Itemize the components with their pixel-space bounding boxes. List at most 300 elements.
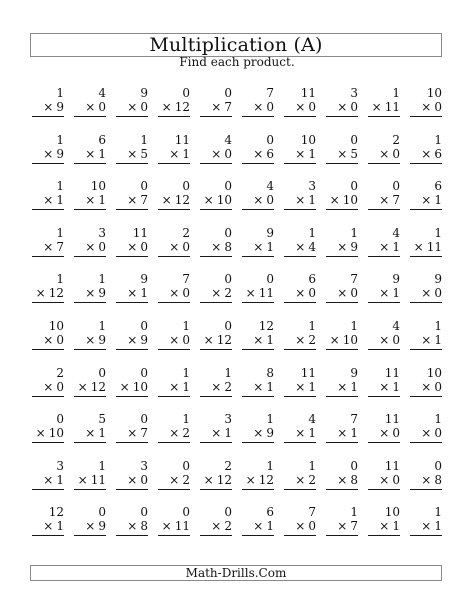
multiplicand: 1 — [56, 225, 64, 240]
multiplier: 1 — [98, 146, 106, 161]
problem — [200, 412, 232, 459]
multiplier: 1 — [308, 379, 316, 394]
multiplier: 2 — [224, 519, 232, 534]
problem — [368, 133, 400, 180]
multiplier-row — [284, 147, 316, 164]
multiplier: 0 — [266, 193, 274, 208]
problem — [242, 412, 274, 459]
times-sign: × — [169, 379, 180, 394]
multiplier-row — [368, 380, 400, 397]
multiplicand: 0 — [224, 179, 232, 194]
multiplier: 0 — [308, 100, 316, 114]
multiplier: 0 — [140, 472, 148, 487]
problem — [116, 412, 148, 459]
multiplier-row — [74, 519, 106, 536]
times-sign: × — [295, 426, 306, 441]
multiplier-row — [410, 426, 442, 443]
multiplicand: 0 — [266, 272, 274, 287]
problem — [74, 133, 106, 180]
problem — [74, 366, 106, 413]
multiplicand: 4 — [266, 179, 274, 194]
multiplier-row — [158, 147, 190, 164]
times-sign: × — [211, 146, 222, 161]
times-sign: × — [253, 519, 264, 534]
multiplier-row — [368, 426, 400, 443]
multiplier-row — [242, 240, 274, 257]
times-sign: × — [85, 239, 96, 254]
multiplicand: 0 — [182, 86, 190, 100]
times-sign: × — [211, 379, 222, 394]
problem — [326, 459, 358, 506]
times-sign: × — [161, 193, 172, 208]
times-sign: × — [203, 193, 214, 208]
multiplicand: 1 — [182, 412, 190, 427]
multiplicand: 6 — [434, 179, 442, 194]
multiplier-row — [32, 147, 64, 164]
times-sign: × — [295, 379, 306, 394]
problem — [32, 459, 64, 506]
times-sign: × — [127, 100, 138, 114]
multiplicand: 7 — [182, 272, 190, 287]
times-sign: × — [421, 332, 432, 347]
multiplicand: 0 — [224, 86, 232, 100]
multiplier: 0 — [308, 519, 316, 534]
multiplier-row — [116, 333, 148, 350]
multiplier: 1 — [266, 332, 274, 347]
multiplier: 5 — [140, 146, 148, 161]
problem — [410, 366, 442, 413]
multiplier: 12 — [216, 332, 232, 347]
multiplier-row — [242, 473, 274, 490]
multiplicand: 4 — [392, 318, 400, 333]
problem — [410, 133, 442, 180]
times-sign: × — [379, 286, 390, 301]
multiplicand: 2 — [182, 225, 190, 240]
problem — [284, 272, 316, 319]
problem — [32, 412, 64, 459]
times-sign: × — [161, 519, 172, 534]
multiplicand: 0 — [350, 179, 358, 194]
problem — [116, 133, 148, 180]
multiplier: 2 — [224, 286, 232, 301]
multiplier-row — [158, 240, 190, 257]
times-sign: × — [371, 100, 382, 114]
multiplicand: 1 — [434, 412, 442, 427]
multiplier-row — [368, 473, 400, 490]
multiplier-row — [326, 240, 358, 257]
multiplier: 0 — [350, 286, 358, 301]
multiplier: 12 — [48, 286, 64, 301]
multiplier: 0 — [308, 286, 316, 301]
multiplicand: 1 — [56, 179, 64, 194]
times-sign: × — [421, 193, 432, 208]
problem — [242, 133, 274, 180]
multiplicand: 1 — [434, 132, 442, 147]
problem — [284, 319, 316, 366]
problem — [410, 179, 442, 226]
problem — [284, 412, 316, 459]
multiplicand: 1 — [56, 86, 64, 100]
multiplier-row — [284, 333, 316, 350]
multiplier: 1 — [350, 426, 358, 441]
times-sign: × — [161, 100, 172, 114]
problem — [158, 459, 190, 506]
problem — [326, 272, 358, 319]
multiplicand: 0 — [350, 132, 358, 147]
multiplier: 8 — [224, 239, 232, 254]
problem — [368, 179, 400, 226]
multiplier-row — [284, 519, 316, 536]
multiplier-row — [326, 426, 358, 443]
multiplier: 12 — [216, 472, 232, 487]
times-sign: × — [127, 286, 138, 301]
times-sign: × — [421, 100, 432, 114]
multiplier: 1 — [266, 239, 274, 254]
multiplier: 1 — [56, 519, 64, 534]
multiplier: 12 — [174, 100, 190, 114]
times-sign: × — [253, 239, 264, 254]
times-sign: × — [169, 472, 180, 487]
multiplicand: 9 — [140, 272, 148, 287]
multiplier-row — [200, 333, 232, 350]
multiplier-row — [326, 380, 358, 397]
multiplier: 0 — [224, 146, 232, 161]
multiplier: 2 — [182, 426, 190, 441]
problem — [200, 226, 232, 273]
problem — [74, 272, 106, 319]
multiplier-row — [326, 193, 358, 210]
multiplier-row — [242, 193, 274, 210]
multiplier: 1 — [266, 519, 274, 534]
multiplier-row — [368, 519, 400, 536]
multiplier-row — [74, 286, 106, 303]
multiplier-row — [284, 380, 316, 397]
problem — [368, 319, 400, 366]
problem — [74, 179, 106, 226]
multiplier-row — [368, 100, 400, 117]
multiplier-row — [74, 380, 106, 397]
problem — [116, 86, 148, 133]
multiplier-row — [116, 426, 148, 443]
multiplier: 2 — [308, 332, 316, 347]
multiplier-row — [158, 100, 190, 117]
multiplier: 0 — [98, 239, 106, 254]
times-sign: × — [337, 519, 348, 534]
problem — [368, 505, 400, 552]
problem — [368, 412, 400, 459]
problem — [74, 505, 106, 552]
times-sign: × — [337, 146, 348, 161]
multiplicand: 0 — [224, 272, 232, 287]
multiplier-row — [116, 519, 148, 536]
footer-box — [30, 565, 442, 581]
multiplicand: 4 — [98, 86, 106, 100]
times-sign: × — [77, 379, 88, 394]
multiplier: 1 — [224, 426, 232, 441]
problem — [32, 226, 64, 273]
times-sign: × — [127, 426, 138, 441]
instructions: Find each product. — [179, 55, 295, 69]
multiplier-row — [32, 380, 64, 397]
multiplicand: 3 — [140, 458, 148, 473]
problem — [326, 505, 358, 552]
times-sign: × — [295, 519, 306, 534]
multiplier: 8 — [350, 472, 358, 487]
times-sign: × — [245, 286, 256, 301]
times-sign: × — [43, 472, 54, 487]
multiplier: 1 — [308, 193, 316, 208]
problem — [116, 226, 148, 273]
multiplier: 1 — [434, 519, 442, 534]
multiplicand: 0 — [350, 458, 358, 473]
problem — [32, 505, 64, 552]
multiplier: 7 — [56, 239, 64, 254]
times-sign: × — [329, 332, 340, 347]
problem — [200, 459, 232, 506]
multiplier-row — [410, 380, 442, 397]
problem — [74, 86, 106, 133]
multiplier: 2 — [182, 472, 190, 487]
times-sign: × — [203, 472, 214, 487]
times-sign: × — [43, 239, 54, 254]
problem — [242, 505, 274, 552]
problem — [284, 226, 316, 273]
multiplicand: 9 — [392, 272, 400, 287]
multiplier: 10 — [342, 332, 358, 347]
problem — [242, 272, 274, 319]
multiplicand: 1 — [56, 132, 64, 147]
times-sign: × — [379, 239, 390, 254]
times-sign: × — [421, 426, 432, 441]
multiplier-row — [116, 147, 148, 164]
multiplier-row — [32, 240, 64, 257]
multiplier: 9 — [98, 519, 106, 534]
multiplier-row — [284, 100, 316, 117]
multiplicand: 0 — [98, 365, 106, 380]
multiplier: 1 — [308, 426, 316, 441]
multiplier: 1 — [56, 193, 64, 208]
multiplier-row — [410, 147, 442, 164]
problem — [116, 505, 148, 552]
times-sign: × — [295, 472, 306, 487]
multiplier: 1 — [392, 286, 400, 301]
multiplicand: 10 — [384, 505, 400, 520]
multiplier: 0 — [266, 100, 274, 114]
multiplicand: 2 — [56, 365, 64, 380]
problem — [326, 366, 358, 413]
multiplier-row — [410, 519, 442, 536]
problem — [368, 86, 400, 133]
times-sign: × — [43, 193, 54, 208]
times-sign: × — [169, 286, 180, 301]
title-box — [30, 33, 442, 57]
problem — [158, 86, 190, 133]
multiplier-row — [200, 286, 232, 303]
problem — [242, 226, 274, 273]
multiplicand: 0 — [140, 179, 148, 194]
multiplier: 0 — [98, 100, 106, 114]
problem — [242, 86, 274, 133]
multiplicand: 0 — [224, 225, 232, 240]
times-sign: × — [211, 426, 222, 441]
times-sign: × — [253, 100, 264, 114]
multiplier-row — [200, 240, 232, 257]
multiplier: 12 — [174, 193, 190, 208]
times-sign: × — [295, 286, 306, 301]
multiplier: 0 — [140, 100, 148, 114]
problem — [74, 319, 106, 366]
page-title: Multiplication (A) — [149, 34, 323, 56]
times-sign: × — [253, 146, 264, 161]
problem — [410, 226, 442, 273]
multiplicand: 0 — [140, 318, 148, 333]
times-sign: × — [127, 519, 138, 534]
times-sign: × — [77, 472, 88, 487]
multiplier-row — [74, 193, 106, 210]
multiplicand: 7 — [308, 505, 316, 520]
multiplier: 1 — [434, 193, 442, 208]
multiplicand: 11 — [384, 365, 400, 380]
times-sign: × — [295, 193, 306, 208]
problem — [410, 86, 442, 133]
multiplicand: 1 — [308, 225, 316, 240]
multiplier-row — [32, 519, 64, 536]
multiplicand: 1 — [98, 272, 106, 287]
times-sign: × — [85, 286, 96, 301]
problem — [284, 133, 316, 180]
problem — [284, 86, 316, 133]
times-sign: × — [379, 472, 390, 487]
multiplicand: 11 — [384, 458, 400, 473]
multiplicand: 9 — [434, 272, 442, 287]
multiplier: 10 — [48, 426, 64, 441]
multiplier: 6 — [266, 146, 274, 161]
multiplier: 7 — [140, 193, 148, 208]
multiplier: 7 — [350, 519, 358, 534]
multiplier-row — [242, 519, 274, 536]
times-sign: × — [85, 146, 96, 161]
multiplier: 0 — [350, 100, 358, 114]
multiplicand: 11 — [132, 225, 148, 240]
times-sign: × — [337, 426, 348, 441]
multiplier-row — [242, 426, 274, 443]
multiplicand: 6 — [266, 505, 274, 520]
problem — [368, 366, 400, 413]
multiplicand: 1 — [350, 318, 358, 333]
multiplier-row — [326, 286, 358, 303]
times-sign: × — [379, 146, 390, 161]
multiplier: 11 — [258, 286, 274, 301]
multiplier-row — [74, 100, 106, 117]
times-sign: × — [127, 332, 138, 347]
problem — [284, 366, 316, 413]
multiplicand: 1 — [266, 458, 274, 473]
times-sign: × — [253, 332, 264, 347]
times-sign: × — [169, 332, 180, 347]
problem — [116, 459, 148, 506]
times-sign: × — [43, 146, 54, 161]
multiplier: 0 — [434, 286, 442, 301]
times-sign: × — [43, 100, 54, 114]
multiplier: 1 — [308, 146, 316, 161]
times-sign: × — [43, 332, 54, 347]
problem — [32, 179, 64, 226]
multiplicand: 9 — [266, 225, 274, 240]
multiplier: 5 — [350, 146, 358, 161]
problem — [200, 86, 232, 133]
times-sign: × — [337, 100, 348, 114]
multiplier: 11 — [174, 519, 190, 534]
multiplier: 10 — [216, 193, 232, 208]
multiplier: 10 — [342, 193, 358, 208]
multiplier-row — [200, 100, 232, 117]
multiplier: 4 — [308, 239, 316, 254]
multiplier-row — [410, 333, 442, 350]
times-sign: × — [211, 100, 222, 114]
multiplicand: 1 — [182, 365, 190, 380]
multiplicand: 0 — [392, 179, 400, 194]
problem — [74, 226, 106, 273]
times-sign: × — [379, 193, 390, 208]
problem — [368, 459, 400, 506]
multiplier-row — [242, 147, 274, 164]
times-sign: × — [329, 193, 340, 208]
times-sign: × — [379, 332, 390, 347]
problem — [200, 505, 232, 552]
multiplicand: 11 — [300, 365, 316, 380]
times-sign: × — [85, 519, 96, 534]
multiplicand: 0 — [434, 458, 442, 473]
multiplier-row — [326, 147, 358, 164]
multiplier-row — [368, 193, 400, 210]
multiplicand: 4 — [308, 412, 316, 427]
multiplicand: 0 — [182, 505, 190, 520]
times-sign: × — [253, 379, 264, 394]
times-sign: × — [421, 146, 432, 161]
problem — [200, 272, 232, 319]
multiplier: 9 — [56, 146, 64, 161]
multiplicand: 1 — [140, 132, 148, 147]
multiplier-row — [410, 473, 442, 490]
multiplier-row — [368, 333, 400, 350]
multiplier: 11 — [90, 472, 106, 487]
times-sign: × — [253, 193, 264, 208]
problem — [158, 133, 190, 180]
multiplier: 9 — [350, 239, 358, 254]
problem — [200, 319, 232, 366]
multiplicand: 11 — [384, 412, 400, 427]
multiplicand: 1 — [308, 318, 316, 333]
times-sign: × — [421, 286, 432, 301]
problem — [368, 272, 400, 319]
problem — [284, 459, 316, 506]
problem — [242, 459, 274, 506]
multiplier-row — [158, 519, 190, 536]
multiplier-row — [242, 380, 274, 397]
times-sign: × — [295, 239, 306, 254]
multiplier: 2 — [224, 379, 232, 394]
problem — [74, 459, 106, 506]
times-sign: × — [421, 379, 432, 394]
multiplier-row — [116, 193, 148, 210]
problem — [326, 133, 358, 180]
multiplier-row — [200, 519, 232, 536]
multiplicand: 10 — [300, 132, 316, 147]
problem — [410, 412, 442, 459]
footer-site: Math-Drills.Com — [185, 566, 287, 580]
multiplier-row — [116, 286, 148, 303]
multiplicand: 1 — [434, 225, 442, 240]
